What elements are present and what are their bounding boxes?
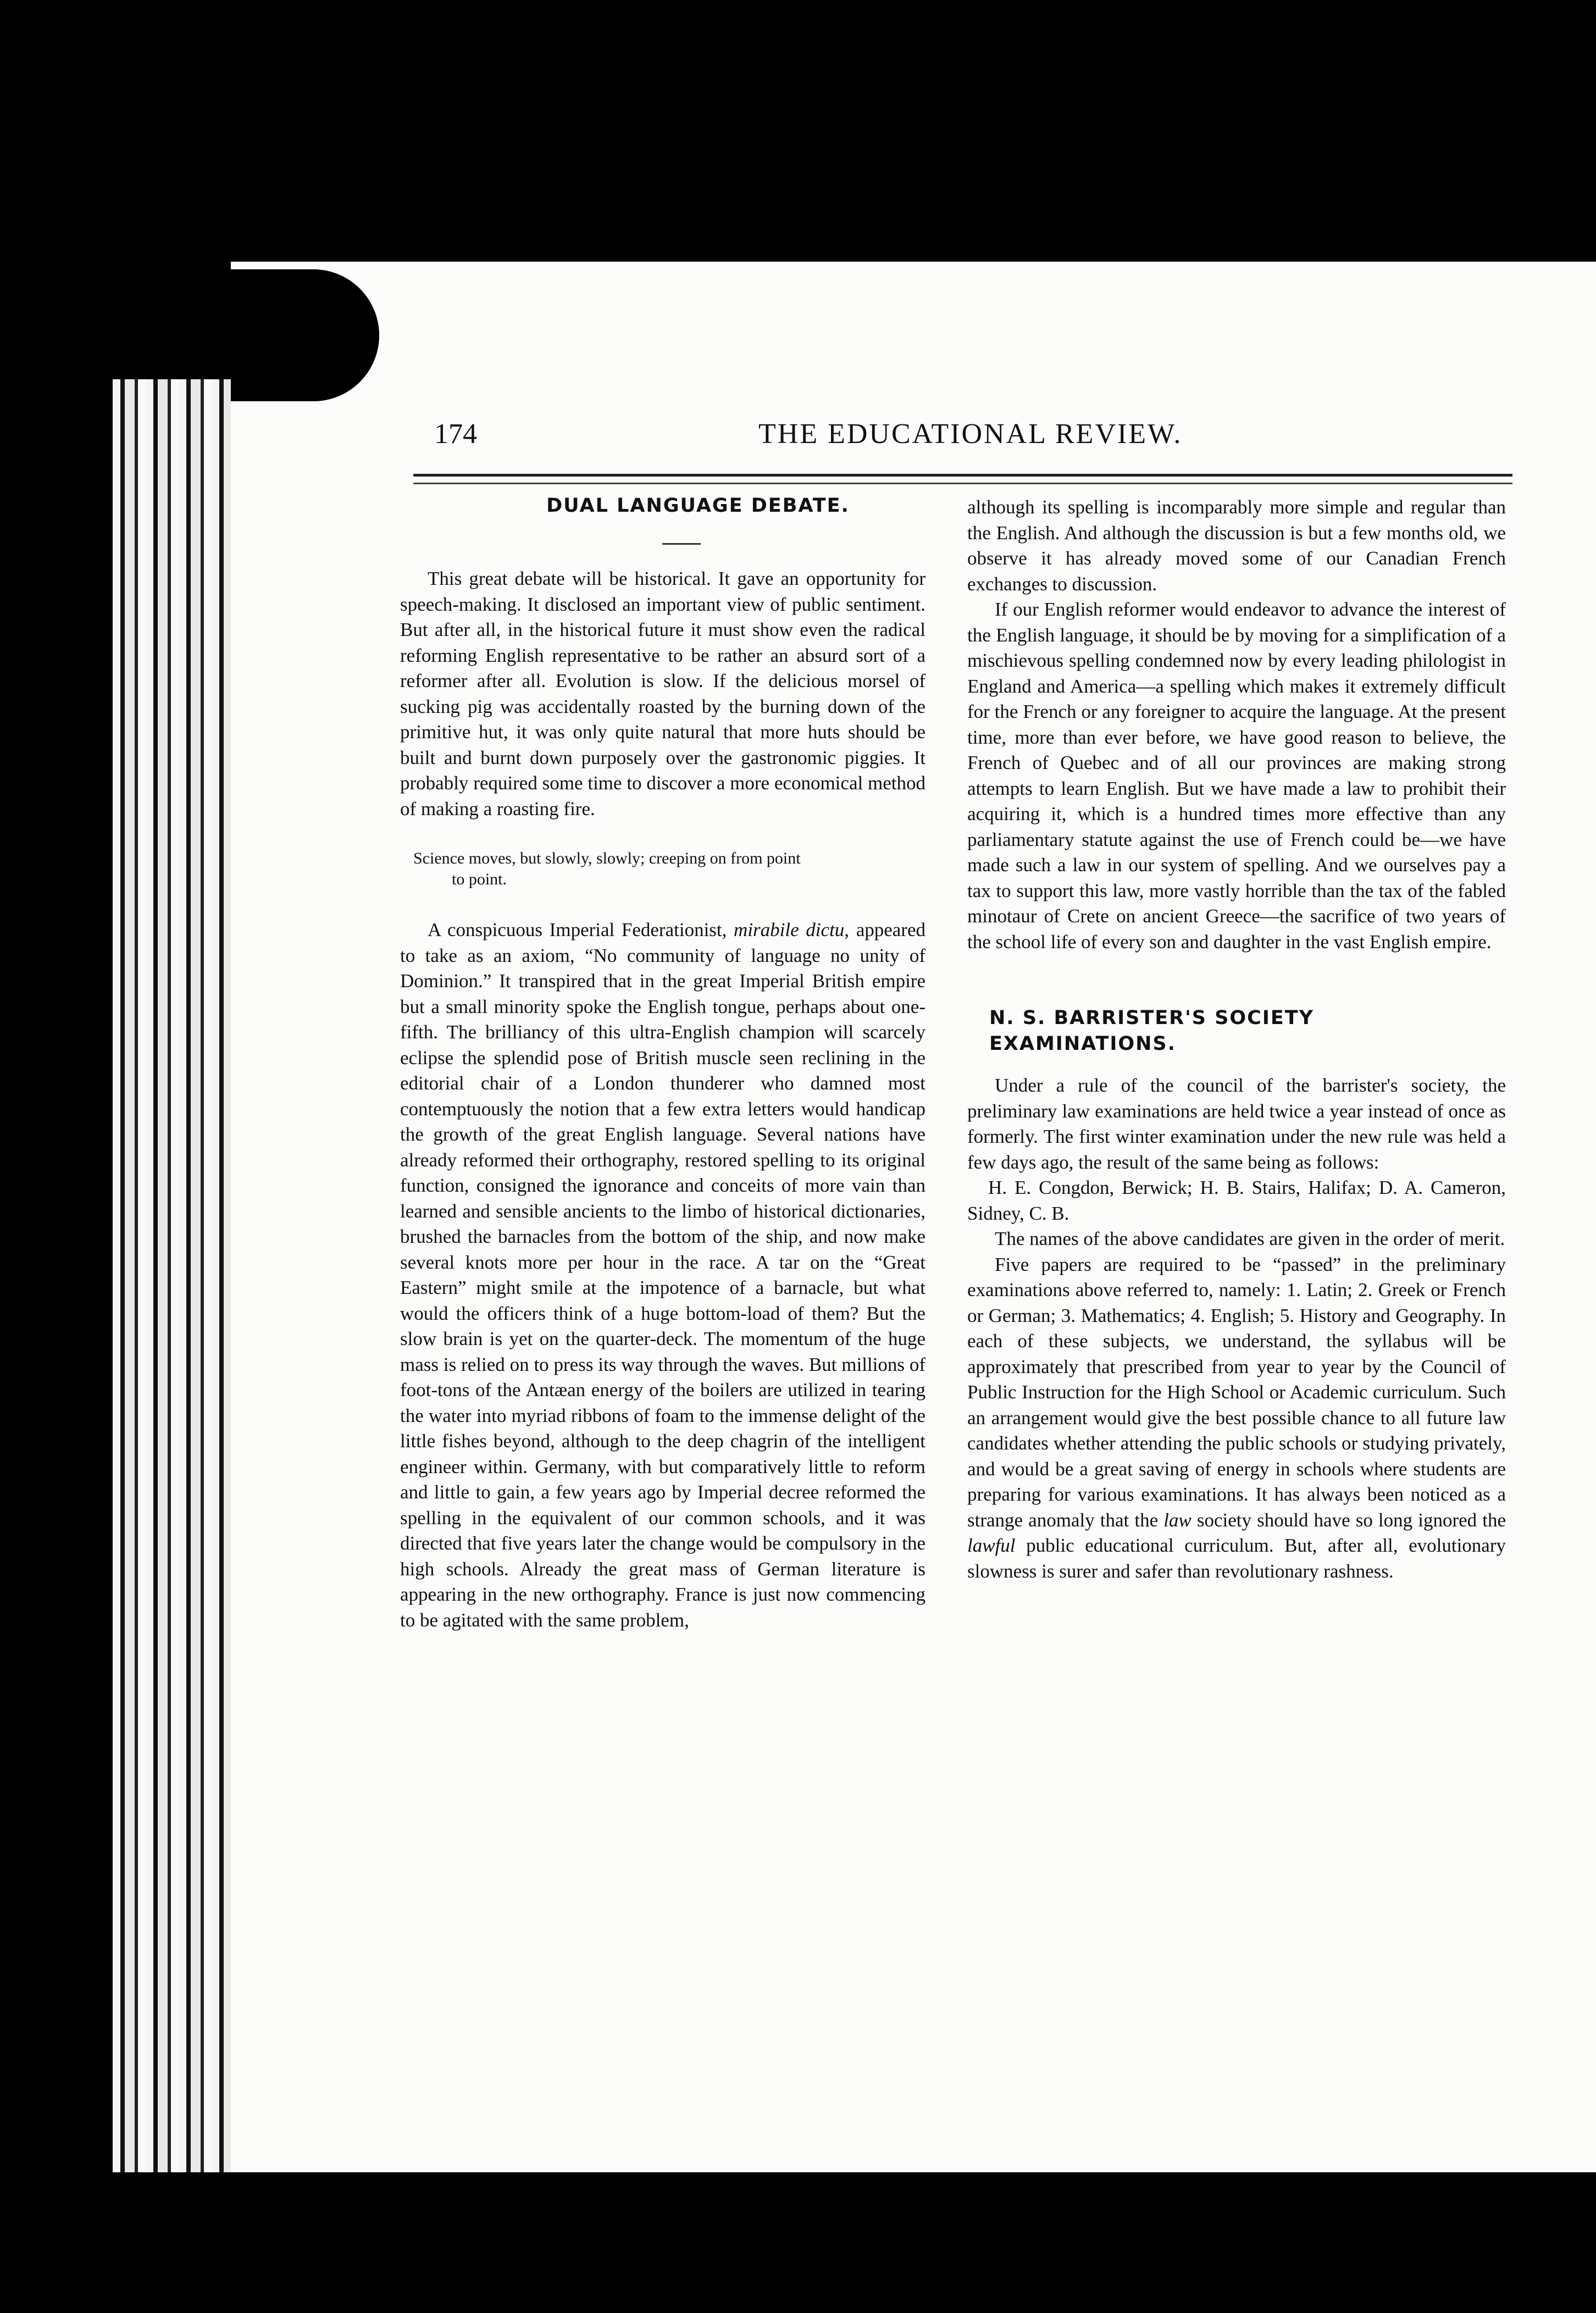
right-column — [967, 495, 1506, 1584]
page-curl — [231, 262, 387, 409]
paragraph-2-rest: , appeared to take as an axiom, “No community of language no unity of Dominion.” It transpired that in the great Imperial British empire but a small minority spoke the English tongue, perhaps about one-fifth. The brilliancy of this ultra-English champion will scarcely eclipse the splendid pose of British muscle seen reclining in the editorial chair of a London thunderer who damned most contemptuously the notion that a few extra letters would handicap the growth of the great English language. Several nations have already reformed their orthography, restored spelling to its original function, consigned the ignorance and conceits of more vain than learned and sensible ancients to the limbo of historical dictionaries, brushed the barnacles from the bottom of the ship, and now make several knots more per hour in the race. A tar on the “Great Eastern” might smile at the impotence of a barnacle, but what would the officers think of a huge bottom-load of them? But the slow brain is yet on the quarter-deck. The momentum of the huge mass is relied on to press its way through the waves. But millions of foot-tons of the Antæan energy of the boilers are utilized in tearing the water into myriad ribbons of foam to the immense delight of the little fishes beyond, although to the deep chagrin of the intelligent engineer within. Germany, with but comparatively little to reform and little to gain, a few years ago by Imperial decree reformed the spelling in the equivalent of our common schools, and it was directed that five years later the change would be compulsory in the high schools. Already the great mass of German literature is appearing in the new orthography. France is just now commencing to be agitated with the same problem, — [400, 919, 926, 1631]
italic-law: law — [1163, 1509, 1192, 1531]
article2-paragraph-2: The names of the above candidates are given in the order of merit. — [995, 1228, 1505, 1249]
quote-line-2: to point. — [452, 870, 507, 888]
paragraph-2-italic: mirabile dictu — [734, 919, 845, 940]
article1-paragraph-1: This great debate will be historical. It gave an opportunity for speech-making. It disclosed an important view of public sentiment. But after all, in the historical future it must show even the radical reforming English representative to be rather an absurd sort of a reformer after all. Evolution is slow. If the delicious morsel of sucking pig was accidentally roasted by the burning down of the primitive hut, it was only quite natural that more huts should be built and burnt down purposely over the gastronomic piggies. It probably required some time to discover a more economical method of making a roasting fire. — [400, 568, 926, 820]
header-rule-thin — [413, 483, 1512, 484]
paragraph-2-start: A conspicuous Imperial Federationist, — [428, 919, 727, 940]
article-title-dual-language: DUAL LANGUAGE DEBATE. — [546, 495, 850, 517]
paragraph-3-mid: society should have so long ignored the — [1196, 1509, 1506, 1531]
article1-quote — [400, 848, 926, 890]
left-column — [400, 566, 926, 1633]
header-rule — [413, 474, 1512, 477]
page-binding — [113, 379, 231, 2172]
page-number: 174 — [434, 418, 477, 450]
paragraph-3-start: Five papers are required to be “passed” in the preliminary examinations above referred to, namely: 1. Latin; 2. Greek or French or German; 3. Mathematics; 4. English; 5. History and Geography. In each of these subjects, we understand, the syllabus will be approximately that prescribed from year to year by the Council of Public Instruction for the High School or Academic curriculum. Such an arrangement would give the best possible chance to all future law candidates whether attending the public schools or studying privately, and would be a great saving of energy in schools where students are preparing for various examinations. It has always been noticed as a strange anomaly that the — [967, 1253, 1506, 1531]
title-rule — [662, 543, 701, 545]
paragraph-3-end: public educational curriculum. But, after all, evolutionary slowness is surer and safer than revolutionary rashness. — [967, 1535, 1506, 1582]
article2-paragraph-3 — [967, 1252, 1506, 1585]
article-title-barrister-exams: N. S. BARRISTER'S SOCIETY EXAMINATIONS. — [989, 1007, 1314, 1055]
running-title: THE EDUCATIONAL REVIEW. — [758, 418, 1183, 450]
italic-lawful: lawful — [967, 1535, 1016, 1556]
article1-paragraph-3: If our English reformer would endeavor to advance the interest of the English language, it should be by moving for a simplification of a mischievous spelling condemned now by every leading philologist in England and America—a spelling which makes it extremely difficult for the French or any foreigner to acquire the language. At the present time, more than ever before, we have good reason to believe, the French of Quebec and of all our provinces are making strong attempts to learn English. But we have made a law to prohibit their acquiring it, which is a hundred times more effective than any parliamentary statute against the use of French could be—we have made such a law in our system of spelling. And we ourselves pay a tax to support this law, more vastly horrible than the tax of the fabled minotaur of Crete on ancient Greece—the sacrifice of two years of the school life of every son and daughter in the vast English empire. — [967, 599, 1506, 953]
article2-paragraph-1: Under a rule of the council of the barrister's society, the preliminary law examinations are held twice a year instead of once as formerly. The first winter examination under the new rule was held a few days ago, the result of the same being as follows: — [967, 1075, 1506, 1173]
article1-paragraph-2 — [400, 917, 926, 1633]
quote-line-1: Science moves, but slowly, slowly; creeping on from point — [413, 849, 801, 867]
article2-results: H. E. Congdon, Berwick; H. B. Stairs, Halifax; D. A. Cameron, Sidney, C. B. — [967, 1177, 1506, 1224]
article1-continuation: although its spelling is incomparably more simple and regular than the English. And although the discussion is but a few months old, we observe it has already moved some of our Canadian French exchanges to discussion. — [967, 496, 1506, 595]
